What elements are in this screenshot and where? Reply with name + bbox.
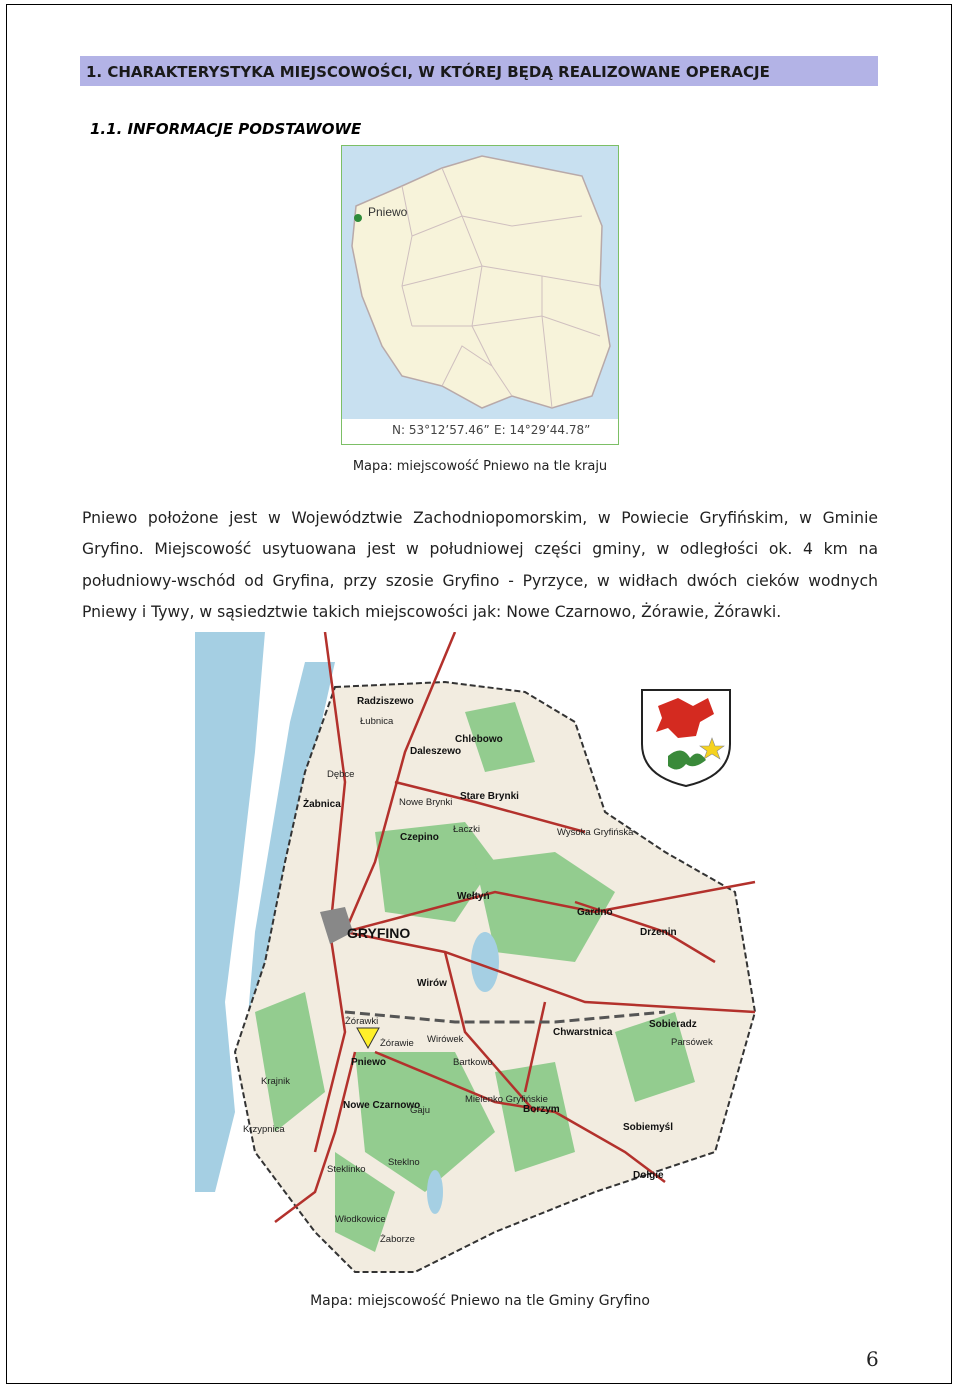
- place-label: Żabnica: [303, 799, 341, 810]
- pniewo-marker: [354, 214, 362, 222]
- place-label: Parsówek: [671, 1037, 713, 1048]
- paragraph-line: Pniewy i Tywy, w sąsiedztwie takich miejscowości jak: Nowe Czarnowo, Żórawie, Żórawki.: [82, 603, 782, 621]
- place-label: Łubnica: [360, 716, 394, 727]
- place-label: Dębce: [327, 769, 355, 780]
- place-label: Krzypnica: [243, 1124, 285, 1135]
- place-label: Żórawie: [380, 1038, 414, 1049]
- place-label: Wysoka Gryfińska: [557, 827, 634, 838]
- coordinate-north: N: 53°12’57.46”: [392, 423, 490, 437]
- place-label: Drzenin: [640, 927, 677, 938]
- coordinate-east: E: 14°29’44.78”: [494, 423, 591, 437]
- place-label: Nowe Brynki: [399, 797, 453, 808]
- poland-map-caption: Mapa: miejscowość Pniewo na tle kraju: [352, 459, 608, 474]
- place-label: Krajnik: [261, 1076, 291, 1087]
- place-label: Gaju: [410, 1105, 431, 1116]
- place-label: Nowe Czarnowo: [343, 1100, 421, 1111]
- place-label: Wełtyń: [457, 891, 490, 902]
- place-label: Żaborze: [380, 1234, 415, 1245]
- place-label: Radziszewo: [357, 696, 414, 707]
- place-label: Dołgie: [633, 1170, 664, 1181]
- page-number: 6: [866, 1347, 879, 1371]
- place-label: Sobieradz: [649, 1019, 697, 1030]
- place-label: Sobiemyśl: [623, 1122, 674, 1133]
- poland-map-graphic: [342, 146, 619, 445]
- paragraph-line: Pniewo położone jest w Województwie Zachodniopomorskim, w Powiecie Gryfińskim, w Gminie: [82, 509, 878, 527]
- subsection-heading: 1.1. INFORMACJE PODSTAWOWE: [90, 120, 362, 138]
- place-label: Wirów: [417, 978, 447, 989]
- place-label: Włodkowice: [335, 1214, 386, 1225]
- marker-label: Pniewo: [368, 205, 408, 219]
- place-label: Daleszewo: [410, 746, 462, 757]
- place-label: Gardno: [577, 907, 613, 918]
- place-label: Steklno: [388, 1157, 420, 1168]
- place-label: Borzym: [523, 1104, 560, 1115]
- paragraph-line: Gryfino. Miejscowość usytuowana jest w południowej części gminy, w odległości ok. 4 km na: [82, 540, 878, 558]
- place-label: Chwarstnica: [553, 1027, 613, 1038]
- place-label: Czepino: [400, 832, 439, 843]
- place-label: Chlebowo: [455, 734, 503, 745]
- place-label: Żórawki: [345, 1016, 379, 1027]
- paragraph-line: południowy-wschód od Gryfina, przy szosie Gryfino - Pyrzyce, w widłach dwóch cieków wodnych: [82, 572, 878, 590]
- place-label: Łaczki: [453, 824, 480, 835]
- place-label: Wirówek: [427, 1034, 464, 1045]
- place-label: Pniewo: [351, 1057, 387, 1068]
- coordinates: [342, 419, 618, 445]
- place-label: Mielenko Gryfińskie: [465, 1094, 548, 1105]
- place-label: Steklinko: [327, 1164, 366, 1175]
- coat-of-arms-icon: [638, 686, 734, 788]
- city-label: GRYFINO: [347, 925, 411, 941]
- gmina-map-caption: Mapa: miejscowość Pniewo na tle Gminy Gryfino: [310, 1293, 650, 1309]
- section-heading: 1. CHARAKTERYSTYKA MIEJSCOWOŚCI, W KTÓREJ BĘDĄ REALIZOWANE OPERACJE: [86, 63, 770, 81]
- poland-map: [341, 145, 619, 445]
- place-label: Stare Brynki: [460, 791, 519, 802]
- place-label: Bartkowo: [453, 1057, 493, 1068]
